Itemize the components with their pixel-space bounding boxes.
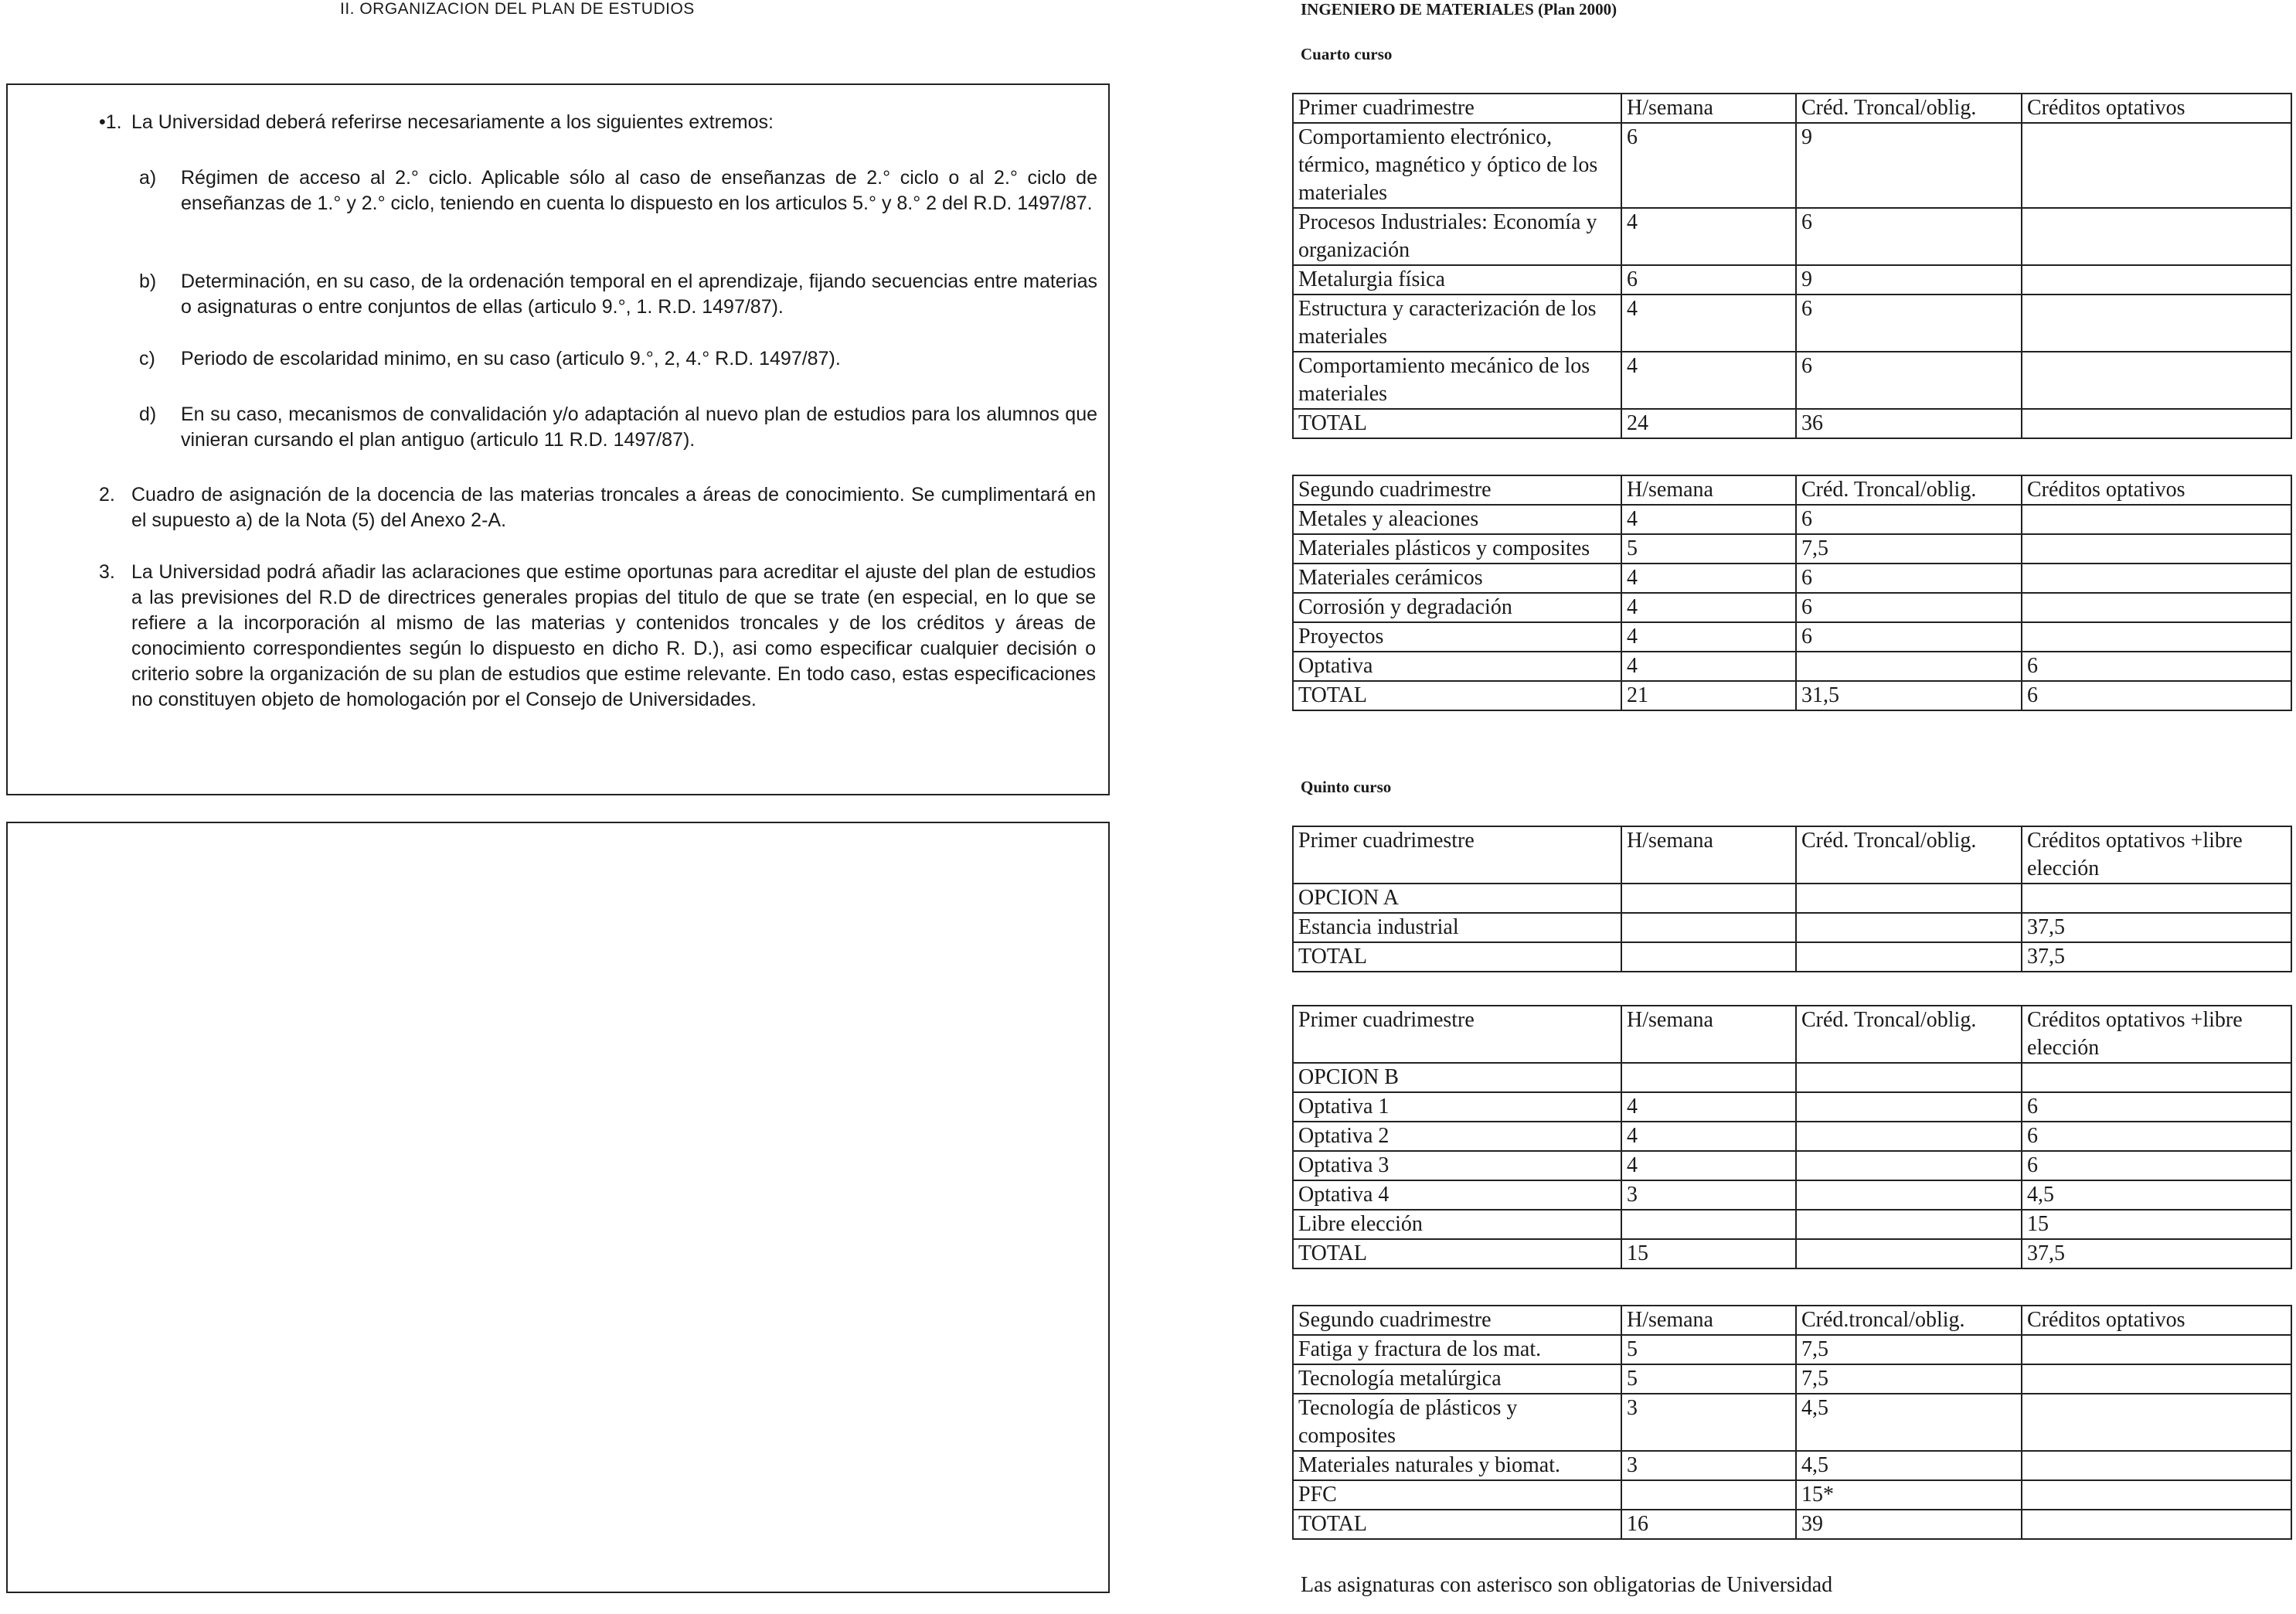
table-cell (2022, 1364, 2291, 1394)
table-header-row (1293, 826, 2291, 884)
table-header-row (1293, 475, 2291, 505)
table-cell (2022, 352, 2291, 409)
table-cell (1796, 884, 2022, 913)
table-cell: Metalurgia física (1293, 265, 1621, 295)
subitem-a (139, 165, 1097, 216)
table-cell: 5 (1621, 534, 1796, 564)
table-cell: 6 (1796, 593, 2022, 622)
table-row (1293, 942, 2291, 972)
table-cell: 3 (1621, 1180, 1796, 1210)
header-cell: H/semana (1621, 826, 1796, 884)
table-cell: Estancia industrial (1293, 913, 1621, 942)
table-cell: Materiales cerámicos (1293, 564, 1621, 593)
header-cell: Créditos optativos (2022, 94, 2291, 123)
table-cell (1796, 1063, 2022, 1092)
table-row (1293, 1210, 2291, 1239)
header-cell: Créd.troncal/oblig. (1796, 1306, 2022, 1335)
table-row (1293, 265, 2291, 295)
subitem-d (139, 402, 1097, 453)
table-cell: 3 (1621, 1451, 1796, 1480)
table-header-row (1293, 94, 2291, 123)
table-row (1293, 534, 2291, 564)
footnote: Las asignaturas con asterisco son obligatorias de Universidad (1301, 1573, 1833, 1597)
empty-box (6, 822, 1110, 1593)
table-cell: 4,5 (1796, 1394, 2022, 1451)
table-cell: Optativa 2 (1293, 1122, 1621, 1151)
table-row (1293, 1180, 2291, 1210)
table-row (1293, 1092, 2291, 1122)
table-row (1293, 593, 2291, 622)
subitem-text: Régimen de acceso al 2.° ciclo. Aplicable sólo al caso de enseñanzas de 2.° ciclo o al 2.° ciclo de enseñanzas de 1.° y 2.° ciclo, teniendo en cuenta lo dispuesto en los articulos 5.° y 8.° 2 del R.D. 1497/87. (181, 167, 1097, 214)
header-cell: Créditos optativos +libre elección (2022, 1006, 2291, 1063)
table-row (1293, 1451, 2291, 1480)
table-cell: 5 (1621, 1364, 1796, 1394)
table-cell: 6 (1796, 295, 2022, 352)
subitem-c (139, 346, 1097, 372)
table-cell: TOTAL (1293, 1510, 1621, 1539)
table-cell (2022, 1063, 2291, 1092)
table-cell: 4,5 (1796, 1451, 2022, 1480)
header-cell: Segundo cuadrimestre (1293, 475, 1621, 505)
table-cell: Libre elección (1293, 1210, 1621, 1239)
table-cell: 4 (1621, 622, 1796, 652)
subitem-label: b) (139, 271, 157, 292)
table-cell (1796, 1151, 2022, 1180)
table-cell (2022, 1394, 2291, 1451)
table-cell: 6 (2022, 1122, 2291, 1151)
table-cell (2022, 1335, 2291, 1364)
table-cell: Fatiga y fractura de los mat. (1293, 1335, 1621, 1364)
table-cell (2022, 884, 2291, 913)
header-cell: Primer cuadrimestre (1293, 94, 1621, 123)
subitem-label: a) (139, 167, 157, 189)
table-cell (1621, 942, 1796, 972)
table-row (1293, 123, 2291, 208)
item-1 (99, 110, 1096, 135)
table-cell: TOTAL (1293, 1239, 1621, 1268)
table-cell (2022, 564, 2291, 593)
table-cell: 7,5 (1796, 1364, 2022, 1394)
table-cell: 39 (1796, 1510, 2022, 1539)
subitem-label: c) (139, 348, 155, 369)
header-cell: Créd. Troncal/oblig. (1796, 1006, 2022, 1063)
table-cell (2022, 593, 2291, 622)
subitem-text: Periodo de escolaridad minimo, en su caso (articulo 9.°, 2, 4.° R.D. 1497/87). (181, 348, 841, 369)
table-cell: Tecnología metalúrgica (1293, 1364, 1621, 1394)
table-cell (2022, 505, 2291, 534)
table-cell (1621, 913, 1796, 942)
table-cell (2022, 1480, 2291, 1510)
plan-title: INGENIERO DE MATERIALES (Plan 2000) (1301, 0, 1617, 19)
table-cell (1796, 1239, 2022, 1268)
table-cell: Corrosión y degradación (1293, 593, 1621, 622)
table-quinto-opcion-b (1292, 1005, 2292, 1269)
table-row (1293, 352, 2291, 409)
item-3 (99, 560, 1096, 713)
table-quinto-segundo (1292, 1305, 2292, 1540)
course-heading-quinto: Quinto curso (1301, 778, 1392, 796)
table-cell: 6 (1796, 622, 2022, 652)
table-cell: 6 (1796, 564, 2022, 593)
table-row (1293, 681, 2291, 710)
table-cell: 4 (1621, 352, 1796, 409)
table-cell: Comportamiento electrónico, térmico, magnético y óptico de los materiales (1293, 123, 1621, 208)
table-cell: 31,5 (1796, 681, 2022, 710)
table-cell (1796, 1210, 2022, 1239)
table-row (1293, 1394, 2291, 1451)
subitem-text: En su caso, mecanismos de convalidación y/o adaptación al nuevo plan de estudios para los alumnos que vinieran cursando el plan antiguo (articulo 11 R.D. 1497/87). (181, 404, 1097, 451)
table-cell: Materiales plásticos y composites (1293, 534, 1621, 564)
table-cell (2022, 1510, 2291, 1539)
subitem-label: d) (139, 404, 157, 425)
table-row (1293, 1122, 2291, 1151)
table-row (1293, 505, 2291, 534)
table-cell (2022, 622, 2291, 652)
header-cell: Primer cuadrimestre (1293, 826, 1621, 884)
header-cell: Créditos optativos (2022, 1306, 2291, 1335)
table-row (1293, 208, 2291, 265)
table-cell (1621, 1210, 1796, 1239)
item-number: •1. (99, 111, 122, 133)
table-header-row (1293, 1306, 2291, 1335)
table-quinto-opcion-a (1292, 826, 2292, 972)
table-cell: 15 (2022, 1210, 2291, 1239)
table-cell (2022, 123, 2291, 208)
table-header-row (1293, 1006, 2291, 1063)
table-row (1293, 1364, 2291, 1394)
table-cell: 4,5 (2022, 1180, 2291, 1210)
table-cell: Estructura y caracterización de los materiales (1293, 295, 1621, 352)
table-cell: 37,5 (2022, 913, 2291, 942)
table-cell (2022, 265, 2291, 295)
table-cell: Optativa 3 (1293, 1151, 1621, 1180)
table-cell: OPCION A (1293, 884, 1621, 913)
table-cell: 4 (1621, 1151, 1796, 1180)
table-cell (2022, 409, 2291, 438)
table-cell: Comportamiento mecánico de los materiales (1293, 352, 1621, 409)
table-cell: 4 (1621, 505, 1796, 534)
item-number: 3. (99, 561, 115, 583)
table-cell (1796, 652, 2022, 681)
page-section-header: II. ORGANIZACION DEL PLAN DE ESTUDIOS (340, 0, 695, 18)
table-cell: 6 (2022, 1092, 2291, 1122)
table-cell: 7,5 (1796, 534, 2022, 564)
table-cell: 6 (2022, 681, 2291, 710)
table-cell: Metales y aleaciones (1293, 505, 1621, 534)
item-number: 2. (99, 484, 115, 506)
item-2 (99, 482, 1096, 533)
table-cell: Proyectos (1293, 622, 1621, 652)
table-cell: 6 (1796, 208, 2022, 265)
table-cell (1796, 1092, 2022, 1122)
table-cell: 9 (1796, 123, 2022, 208)
header-cell: Créditos optativos (2022, 475, 2291, 505)
table-cell (2022, 1451, 2291, 1480)
header-cell: Primer cuadrimestre (1293, 1006, 1621, 1063)
header-cell: Segundo cuadrimestre (1293, 1306, 1621, 1335)
table-cell (1796, 913, 2022, 942)
header-cell: Créditos optativos +libre elección (2022, 826, 2291, 884)
table-cell: Tecnología de plásticos y composites (1293, 1394, 1621, 1451)
table-row (1293, 1510, 2291, 1539)
course-heading-cuarto: Cuarto curso (1301, 45, 1393, 63)
table-cell: 6 (1621, 265, 1796, 295)
table-row (1293, 1063, 2291, 1092)
table-row (1293, 1335, 2291, 1364)
table-cell: 5 (1621, 1335, 1796, 1364)
subitem-b (139, 269, 1097, 320)
table-cell: 36 (1796, 409, 2022, 438)
table-cell: 6 (2022, 1151, 2291, 1180)
header-cell: Créd. Troncal/oblig. (1796, 475, 2022, 505)
table-row (1293, 564, 2291, 593)
table-cell: 4 (1621, 1092, 1796, 1122)
table-cell (1621, 884, 1796, 913)
header-cell: Créd. Troncal/oblig. (1796, 94, 2022, 123)
table-cell: 9 (1796, 265, 2022, 295)
header-cell: H/semana (1621, 94, 1796, 123)
item-text: Cuadro de asignación de la docencia de las materias troncales a áreas de conocimiento. Se cumplimentará en el supuesto a) de la Nota (5) del Anexo 2-A. (131, 484, 1096, 531)
table-cell: TOTAL (1293, 681, 1621, 710)
table-row (1293, 409, 2291, 438)
header-cell: H/semana (1621, 1006, 1796, 1063)
table-cell (1621, 1480, 1796, 1510)
table-cell (1621, 1063, 1796, 1092)
table-cell: 16 (1621, 1510, 1796, 1539)
table-row (1293, 884, 2291, 913)
table-cell (1796, 1180, 2022, 1210)
instructions-box (6, 83, 1110, 795)
item-text: La Universidad deberá referirse necesariamente a los siguientes extremos: (131, 111, 774, 133)
table-cell: 4 (1621, 208, 1796, 265)
table-cell: 37,5 (2022, 942, 2291, 972)
header-cell: H/semana (1621, 475, 1796, 505)
table-cell: 21 (1621, 681, 1796, 710)
table-row (1293, 622, 2291, 652)
header-cell: Créd. Troncal/oblig. (1796, 826, 2022, 884)
table-cell (1796, 942, 2022, 972)
table-cell: 6 (1796, 352, 2022, 409)
table-cell: Procesos Industriales: Economía y organización (1293, 208, 1621, 265)
subitem-text: Determinación, en su caso, de la ordenación temporal en el aprendizaje, fijando secuencias entre materias o asignaturas o entre conjuntos de ellas (articulo 9.°, 1. R.D. 1497/87). (181, 271, 1097, 318)
table-cell: OPCION B (1293, 1063, 1621, 1092)
table-cell: 4 (1621, 1122, 1796, 1151)
table-row (1293, 1151, 2291, 1180)
table-cuarto-primer (1292, 93, 2292, 439)
table-cell (1796, 1122, 2022, 1151)
table-cell: 4 (1621, 593, 1796, 622)
table-cell: TOTAL (1293, 942, 1621, 972)
table-cell: Optativa (1293, 652, 1621, 681)
table-cell (2022, 534, 2291, 564)
table-cell: 4 (1621, 295, 1796, 352)
table-cell: PFC (1293, 1480, 1621, 1510)
table-row (1293, 913, 2291, 942)
table-cell: 37,5 (2022, 1239, 2291, 1268)
table-row (1293, 652, 2291, 681)
table-row (1293, 1480, 2291, 1510)
item-text: La Universidad podrá añadir las aclaraciones que estime oportunas para acreditar el ajuste del plan de estudios a las previsiones del R.D de directrices generales propias del titulo de que se trate (en especial, en lo que se refiere a la incorporación al mismo de las materias y contenidos troncales y de los créditos y áreas de conocimiento correspondientes según lo dispuesto en dicho R. D.), asi como especificar cualquier decisión o criterio sobre la organización de su plan de estudios que estime relevante. En todo caso, estas especificaciones no constituyen objeto de homologación por el Consejo de Universidades. (131, 561, 1096, 710)
table-cell: 15* (1796, 1480, 2022, 1510)
table-cell: 6 (1621, 123, 1796, 208)
table-cell (2022, 295, 2291, 352)
table-cell (2022, 208, 2291, 265)
table-row (1293, 295, 2291, 352)
table-cell: 24 (1621, 409, 1796, 438)
table-cell: Materiales naturales y biomat. (1293, 1451, 1621, 1480)
table-cell: 6 (2022, 652, 2291, 681)
table-cell: 4 (1621, 652, 1796, 681)
table-cell: Optativa 4 (1293, 1180, 1621, 1210)
table-cell: 3 (1621, 1394, 1796, 1451)
table-cell: Optativa 1 (1293, 1092, 1621, 1122)
table-cell: 4 (1621, 564, 1796, 593)
table-row (1293, 1239, 2291, 1268)
table-cell: 6 (1796, 505, 2022, 534)
table-cuarto-segundo (1292, 475, 2292, 711)
table-cell: TOTAL (1293, 409, 1621, 438)
table-cell: 7,5 (1796, 1335, 2022, 1364)
header-cell: H/semana (1621, 1306, 1796, 1335)
table-cell: 15 (1621, 1239, 1796, 1268)
